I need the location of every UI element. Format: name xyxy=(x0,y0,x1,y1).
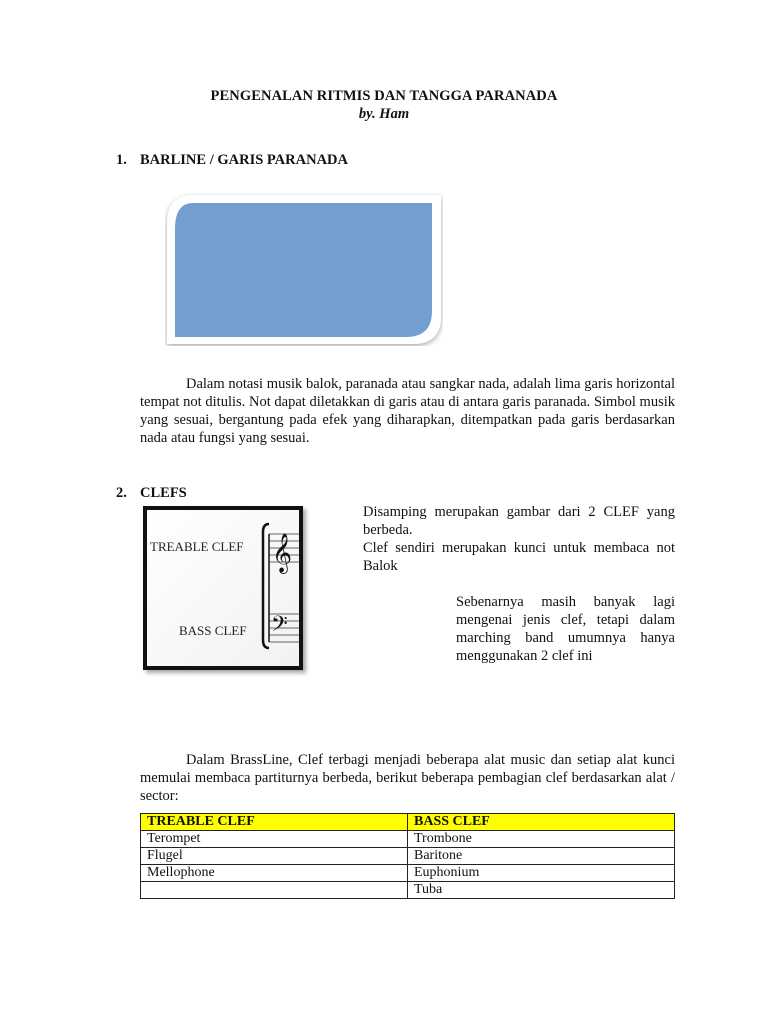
section1-paragraph-text: Dalam notasi musik balok, paranada atau sangkar nada, adalah lima garis horizontal tempat not ditulis. Not dapat diletakkan di garis atau di antara garis paranada. Simbol musik yang sesuai, bergantung pada efek yang diharapkan, ditempatkan pada garis berdasarkan nada atau fungsi yang sesuai. xyxy=(140,376,675,446)
table-cell: Trombone xyxy=(408,831,675,848)
section1-title: BARLINE / GARIS PARANADA xyxy=(140,152,348,168)
barline-image xyxy=(165,193,443,346)
table-header-row xyxy=(141,814,675,831)
section1-paragraph xyxy=(140,375,675,447)
section2-title: CLEFS xyxy=(140,485,187,501)
table-cell: Euphonium xyxy=(408,865,675,882)
treble-clef-label: TREABLE CLEF xyxy=(150,539,244,554)
table-cell xyxy=(141,882,408,899)
clefs-description-1: Disamping merupakan gambar dari 2 CLEF yang berbeda. xyxy=(363,504,675,538)
table-cell: Terompet xyxy=(141,831,408,848)
rounded-rectangle-shape xyxy=(165,193,443,346)
table-row xyxy=(141,865,675,882)
clefs-description-2: Clef sendiri merupakan kunci untuk membaca not Balok xyxy=(363,540,675,574)
table-cell: Mellophone xyxy=(141,865,408,882)
bass-clef-icon: 𝄢 xyxy=(271,612,288,642)
section1-heading xyxy=(116,152,348,169)
table-cell: Flugel xyxy=(141,848,408,865)
section1-number: 1. xyxy=(116,152,127,168)
treble-clef-icon: 𝄞 xyxy=(272,533,293,573)
grand-staff-icon xyxy=(259,522,299,650)
table-cell: Baritone xyxy=(408,848,675,865)
table-row xyxy=(141,848,675,865)
clefs-figure xyxy=(143,506,303,670)
document-author: by. Ham xyxy=(358,106,410,122)
section2-paragraph xyxy=(140,751,675,805)
bass-clef-label: BASS CLEF xyxy=(179,623,247,638)
table-cell: Tuba xyxy=(408,882,675,899)
clef-instrument-table xyxy=(140,813,675,899)
table-row xyxy=(141,831,675,848)
table-row xyxy=(141,882,675,899)
section2-paragraph-text: Dalam BrassLine, Clef terbagi menjadi beberapa alat music dan setiap alat kunci memulai membaca partiturnya berbeda, berikut beberapa pembagian clef berdasarkan alat / sector: xyxy=(140,752,675,804)
barline-shape-fill xyxy=(175,203,432,337)
table-header-treble: TREABLE CLEF xyxy=(141,814,408,831)
document-title: PENGENALAN RITMIS DAN TANGGA PARANADA xyxy=(210,88,558,104)
clefs-description-3: Sebenarnya masih banyak lagi mengenai jenis clef, tetapi dalam marching band umumnya hanya menggunakan 2 clef ini xyxy=(456,594,675,664)
section2-number: 2. xyxy=(116,485,127,501)
table-header-bass: BASS CLEF xyxy=(408,814,675,831)
section2-heading xyxy=(116,485,187,502)
